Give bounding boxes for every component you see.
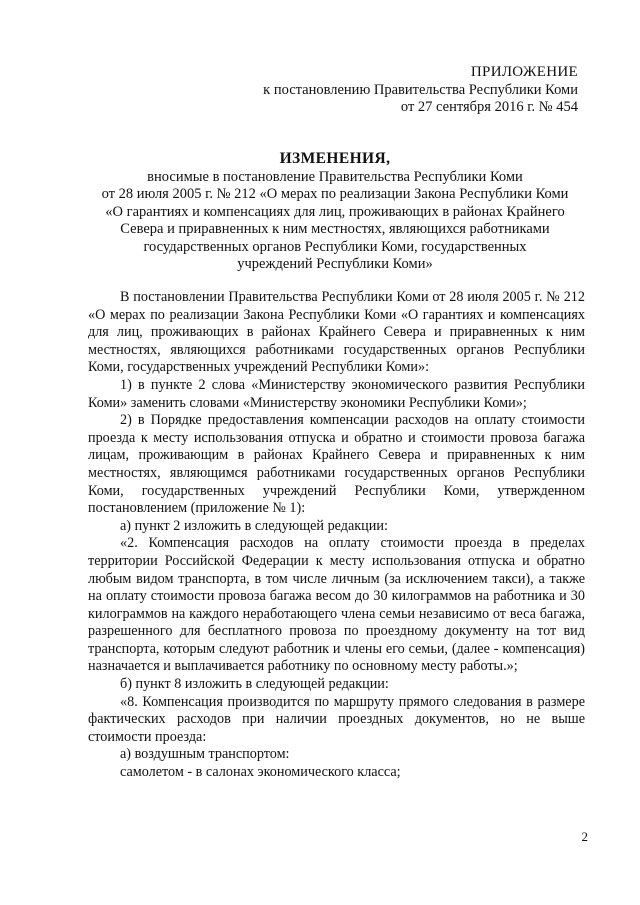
intro-paragraph: В постановлении Правительства Республики Коми от 28 июля 2005 г. № 212 «О мерах по реализации Закона Республики Коми «О гарантиях и компенсациях для лиц, проживающих в районах Крайнего Севера и приравненных к ним местностях, являющихся работниками государственных органов Республики Коми, государственных учреждений Республики Коми»: xyxy=(88,289,585,376)
title-line: государственных органов Республики Коми, государственных xyxy=(143,238,527,255)
item-2-paragraph: 2) в Порядке предоставления компенсации расходов на оплату стоимости проезда к месту использования отпуска и обратно и стоимости провоза багажа лицам, проживающим в районах Крайнего Севера и приравненных к ним местностях, являющимся работниками государственных органов Республики Коми, государственных учреждений Республики Коми, утвержденном постановлением (приложение № 1): xyxy=(88,412,585,517)
title-line: Севера и приравненных к ним местностях, являющихся работниками xyxy=(120,221,550,237)
plane-item: самолетом - в салонах экономического класса; xyxy=(120,764,401,781)
appendix-resolution-line: к постановлению Правительства Республики Коми xyxy=(263,81,578,98)
document-body xyxy=(88,289,585,782)
changes-heading: ИЗМЕНЕНИЯ, xyxy=(279,150,391,167)
appendix-label: ПРИЛОЖЕНИЕ xyxy=(470,64,578,80)
sub-item-b: б) пункт 8 изложить в следующей редакции: xyxy=(120,676,389,693)
clause-2-quote: «2. Компенсация расходов на оплату стоимости проезда в пределах территории Российской Федерации к месту использования отпуска и обратно любым видом транспорта, в том числе личным (за исключением такси), а также на оплату стоимости провоза багажа весом до 30 килограммов на работника и 30 килограммов на каждого неработающего члена семьи независимо от веса багажа, разрешенного для бесплатного провоза по проездному документу на тот вид транспорта, которым следуют работник и члены его семьи, (далее - компенсация) назначается и выплачивается работнику по основному месту работы.»; xyxy=(88,535,585,675)
title-line: учреждений Республики Коми» xyxy=(237,256,433,272)
clause-8-quote: «8. Компенсация производится по маршруту прямого следования в размере фактических расходов при наличии проездных документов, но не выше стоимости проезда: xyxy=(88,693,585,745)
title-line: «О гарантиях и компенсациях для лиц, проживающих в районах Крайнего xyxy=(105,203,565,220)
appendix-header xyxy=(263,64,578,117)
page-number: 2 xyxy=(581,829,588,844)
sub-item-a: а) пункт 2 изложить в следующей редакции: xyxy=(120,517,388,534)
item-1-paragraph: 1) в пункте 2 слова «Министерству экономического развития Республики Коми» заменить словами «Министерству экономики Республики Коми»; xyxy=(88,376,585,411)
title-line: вносимые в постановление Правительства Республики Коми xyxy=(147,168,523,185)
changes-title-block xyxy=(80,150,590,274)
appendix-date-line: от 27 сентября 2016 г. № 454 xyxy=(400,99,578,115)
air-transport-item: а) воздушным транспортом: xyxy=(120,746,290,763)
title-line: от 28 июля 2005 г. № 212 «О мерах по реализации Закона Республики Коми xyxy=(101,186,569,202)
